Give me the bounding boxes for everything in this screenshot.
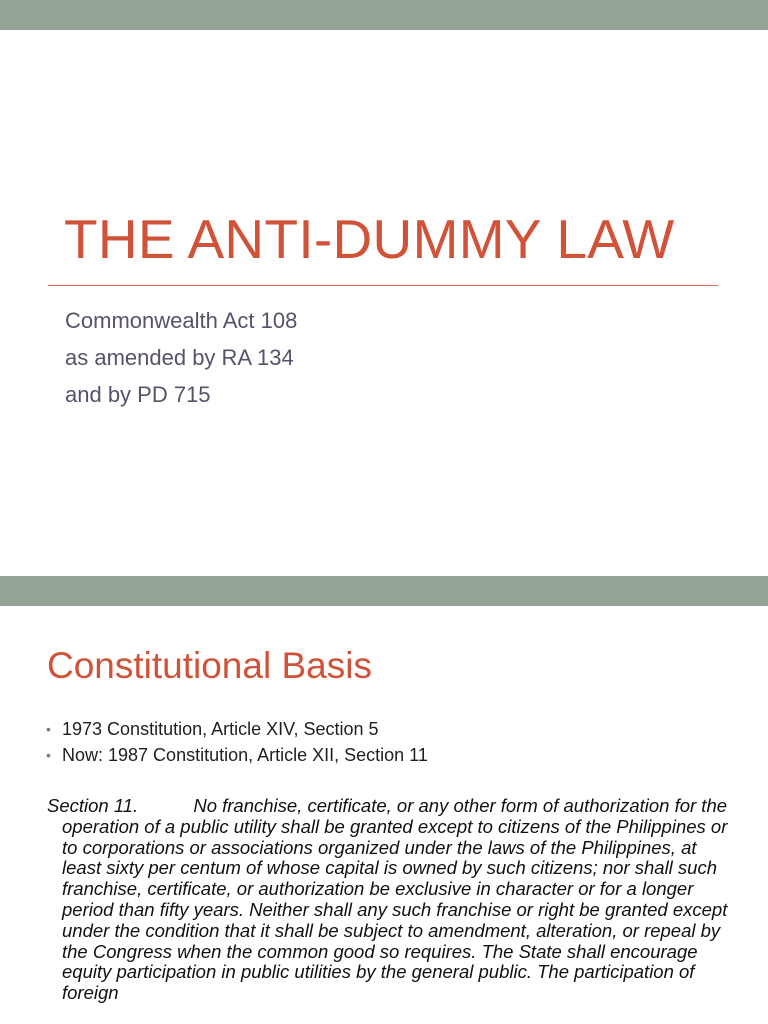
bullet-item [46, 742, 428, 768]
title-divider [48, 285, 718, 286]
slide-title: THE ANTI-DUMMY LAW [64, 208, 675, 270]
slide-subtitle [65, 302, 297, 413]
slide-top-band [0, 0, 768, 30]
constitution-section-text [47, 796, 737, 1004]
section-label: Section 11. [47, 795, 139, 816]
bullet-item [46, 716, 428, 742]
bullet-text: Now: 1987 Constitution, Article XII, Section 11 [62, 745, 428, 765]
bullet-icon: • [46, 721, 51, 737]
subtitle-line: as amended by RA 134 [65, 345, 294, 370]
bullet-text: 1973 Constitution, Article XIV, Section 5 [62, 719, 379, 739]
bullet-list [46, 716, 428, 768]
slide-top-band [0, 576, 768, 606]
slide-heading: Constitutional Basis [47, 645, 372, 686]
subtitle-line: and by PD 715 [65, 382, 211, 407]
section-body: No franchise, certificate, or any other form of authorization for the operation of a public utility shall be granted except to citizens of the Philippines or to corporations or associations organized under the laws of the Philippines, at least sixty per centum of whose capital is owned by such citizens; nor shall such franchise, certificate, or authorization be exclusive in character or for a longer period than fifty years. Neither shall any such franchise or right be granted except under the condition that it shall be subject to amendment, alteration, or repeal by the Congress when the common good so requires. The State shall encourage equity participation in public utilities by the general public. The participation of foreign [62, 795, 728, 1004]
bullet-icon: • [46, 747, 51, 763]
content-slide [0, 576, 768, 1024]
subtitle-line: Commonwealth Act 108 [65, 308, 298, 333]
